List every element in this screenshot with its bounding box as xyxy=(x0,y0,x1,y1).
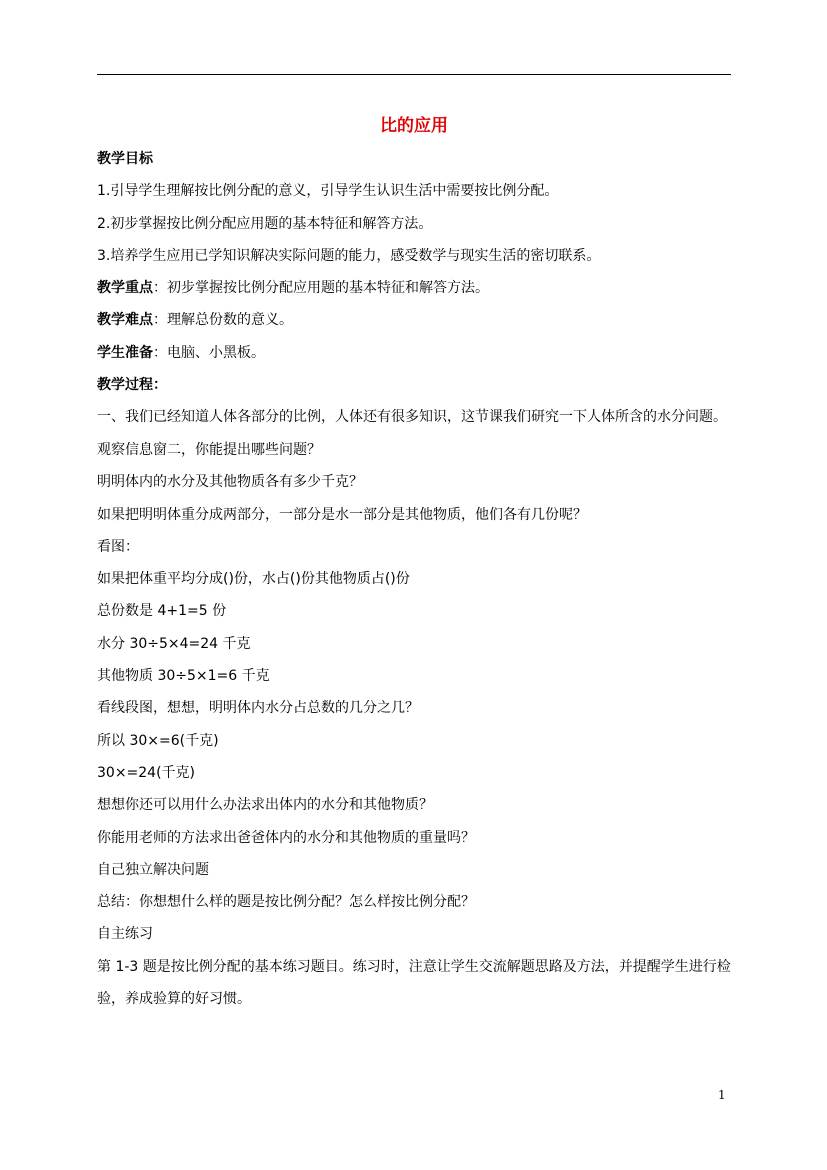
process-paragraph: 水分 30÷5×4=24 千克 xyxy=(97,635,251,652)
difficulty xyxy=(97,310,731,330)
process-paragraph: 自主练习 xyxy=(97,926,153,943)
difficulty-separator: ： xyxy=(153,312,167,329)
process-paragraph: 第 1-3 题是按比例分配的基本练习题目。练习时，注意让学生交流解题思路及方法，并提醒学生进行检验，养成验算的好习惯。 xyxy=(97,958,731,1008)
header-rule xyxy=(97,74,731,75)
process-paragraph: 一、我们已经知道人体各部分的比例，人体还有很多知识，这节课我们研究一下人体所含的水分问题。 xyxy=(97,409,727,426)
process-paragraph: 观察信息窗二，你能提出哪些问题？ xyxy=(97,441,321,458)
document-body xyxy=(97,149,731,1022)
process-paragraph: 如果把体重平均分成()份，水占()份其他物质占()份 xyxy=(97,571,410,588)
process-paragraph: 看图： xyxy=(97,538,139,555)
process-heading: 教学过程： xyxy=(97,377,167,394)
objective-item: 2.初步掌握按比例分配应用题的基本特征和解答方法。 xyxy=(97,215,433,232)
objective-item: 3.培养学生应用已学知识解决实际问题的能力，感受数学与现实生活的密切联系。 xyxy=(97,247,601,264)
preparation xyxy=(97,343,731,363)
key-point-separator: ： xyxy=(153,280,167,297)
document-title: 比的应用 xyxy=(380,116,448,136)
process-paragraph: 如果把明明体重分成两部分，一部分是水一部分是其他物质，他们各有几份呢？ xyxy=(97,506,587,523)
process-paragraph: 明明体内的水分及其他物质各有多少千克？ xyxy=(97,474,363,491)
key-point-text: 初步掌握按比例分配应用题的基本特征和解答方法。 xyxy=(167,280,489,297)
process-paragraph: 所以 30×=6(千克) xyxy=(97,732,219,749)
process-paragraph: 看线段图，想想，明明体内水分占总数的几分之几？ xyxy=(97,700,419,717)
process-paragraph: 30×=24(千克) xyxy=(97,764,196,781)
page-number: 1 xyxy=(718,1088,726,1102)
process-paragraph: 你能用老师的方法求出爸爸体内的水分和其他物质的重量吗？ xyxy=(97,829,475,846)
process-paragraph: 想想你还可以用什么办法求出体内的水分和其他物质？ xyxy=(97,797,433,814)
process-paragraph: 总结：你想想什么样的题是按比例分配？怎么样按比例分配？ xyxy=(97,894,475,911)
process-paragraph: 总份数是 4+1=5 份 xyxy=(97,603,227,620)
preparation-separator: ： xyxy=(153,344,167,361)
process-paragraph: 自己独立解决问题 xyxy=(97,861,209,878)
objectives-heading: 教学目标 xyxy=(97,151,153,167)
key-point xyxy=(97,278,731,298)
difficulty-label: 教学难点 xyxy=(97,312,153,329)
preparation-text: 电脑、小黑板。 xyxy=(167,344,265,361)
key-point-label: 教学重点 xyxy=(97,280,153,297)
objective-item: 1.引导学生理解按比例分配的意义，引导学生认识生活中需要按比例分配。 xyxy=(97,183,559,200)
preparation-label: 学生准备 xyxy=(97,344,153,361)
process-paragraph: 其他物质 30÷5×1=6 千克 xyxy=(97,668,270,685)
difficulty-text: 理解总份数的意义。 xyxy=(167,312,293,329)
